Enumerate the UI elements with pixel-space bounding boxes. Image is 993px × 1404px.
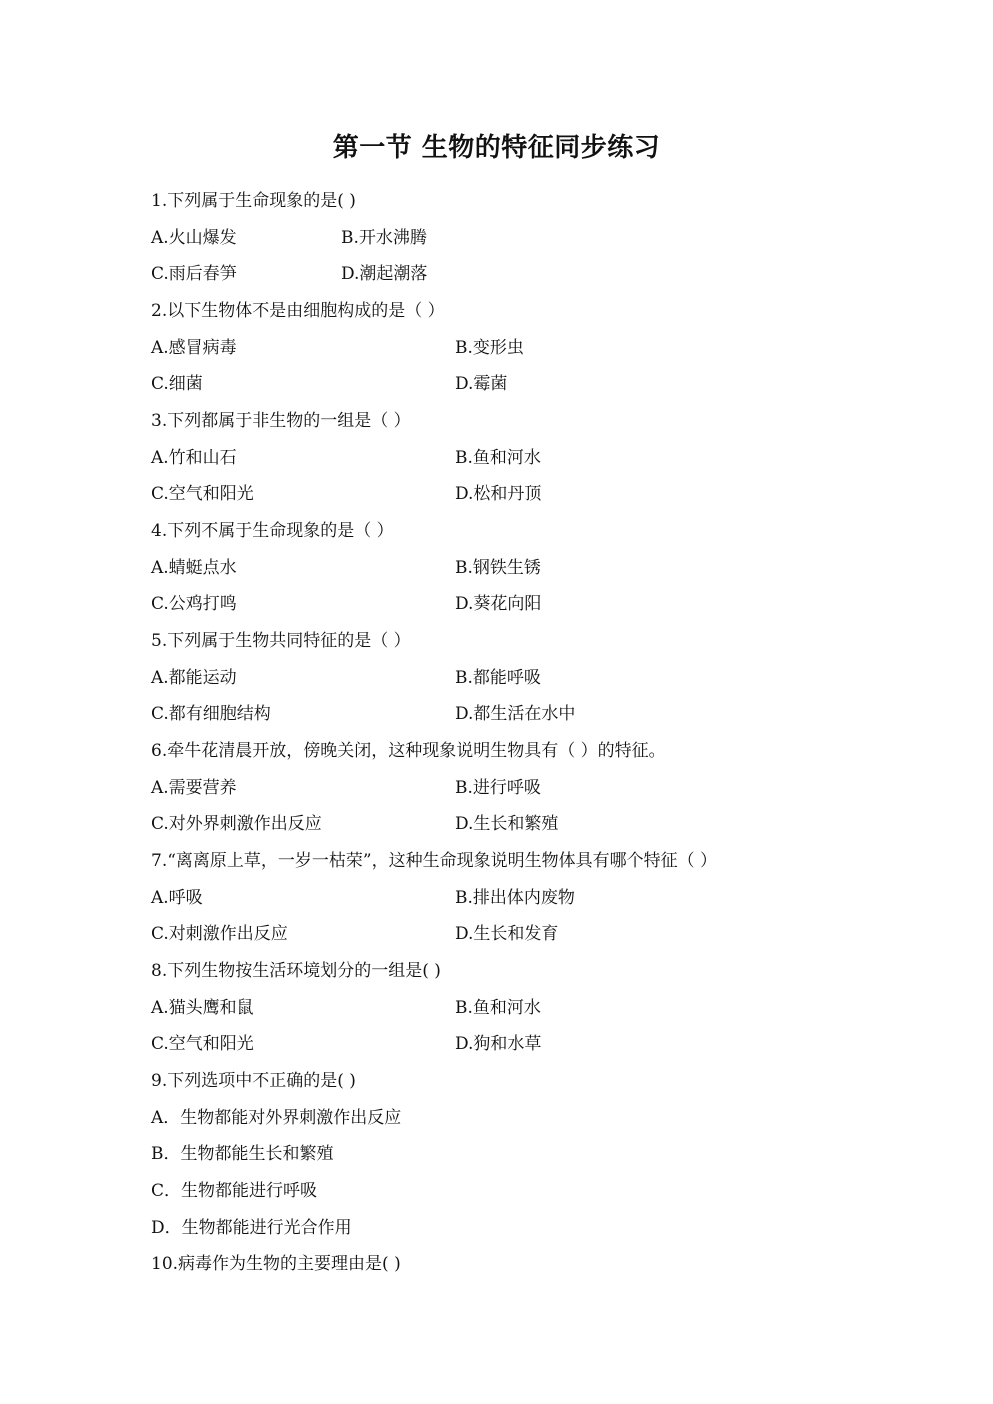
q2-option-c: C.细菌 — [151, 374, 203, 394]
q7-option-d: D.生长和发育 — [455, 924, 559, 944]
q2-option-b: B.变形虫 — [455, 338, 524, 358]
question-4: 4.下列不属于生命现象的是（ ） — [151, 521, 394, 541]
q1-option-c: C.雨后春笋 — [151, 264, 237, 284]
question-10: 10.病毒作为生物的主要理由是( ) — [151, 1254, 401, 1274]
q7-option-c: C.对刺激作出反应 — [151, 924, 288, 944]
q4-option-c: C.公鸡打鸣 — [151, 594, 237, 614]
q8-option-b: B.鱼和河水 — [455, 998, 541, 1018]
q6-option-b: B.进行呼吸 — [455, 778, 541, 798]
q8-option-d: D.狗和水草 — [455, 1034, 542, 1054]
q3-option-d: D.松和丹顶 — [455, 484, 542, 504]
q2-option-d: D.霉菌 — [455, 374, 508, 394]
q5-option-a: A.都能运动 — [151, 668, 237, 688]
question-1: 1.下列属于生命现象的是( ) — [151, 191, 356, 211]
q5-option-b: B.都能呼吸 — [455, 668, 541, 688]
q5-option-d: D.都生活在水中 — [455, 704, 576, 724]
question-2: 2.以下生物体不是由细胞构成的是（ ） — [151, 301, 445, 321]
q4-option-d: D.葵花向阳 — [455, 594, 542, 614]
q8-option-a: A.猫头鹰和鼠 — [151, 998, 254, 1018]
q1-option-a: A.火山爆发 — [151, 228, 237, 248]
q6-option-a: A.需要营养 — [151, 778, 237, 798]
question-5: 5.下列属于生物共同特征的是（ ） — [151, 631, 411, 651]
q5-option-c: C.都有细胞结构 — [151, 704, 271, 724]
page-title: 第一节 生物的特征同步练习 — [332, 133, 661, 163]
question-7: 7.“离离原上草，一岁一枯荣”，这种生命现象说明生物体具有哪个特征（ ） — [151, 851, 718, 871]
q9-option-c: C．生物都能进行呼吸 — [151, 1181, 318, 1201]
question-6: 6.牵牛花清晨开放，傍晚关闭，这种现象说明生物具有（ ）的特征。 — [151, 741, 666, 761]
question-3: 3.下列都属于非生物的一组是（ ） — [151, 411, 411, 431]
q7-option-b: B.排出体内废物 — [455, 888, 575, 908]
q3-option-b: B.鱼和河水 — [455, 448, 541, 468]
q9-option-a: A．生物都能对外界刺激作出反应 — [151, 1108, 402, 1128]
q1-option-b: B.开水沸腾 — [341, 228, 427, 248]
question-9: 9.下列选项中不正确的是( ) — [151, 1071, 356, 1091]
q4-option-b: B.钢铁生锈 — [455, 558, 541, 578]
q4-option-a: A.蜻蜓点水 — [151, 558, 237, 578]
q7-option-a: A.呼吸 — [151, 888, 203, 908]
q9-option-d: D．生物都能进行光合作用 — [151, 1218, 352, 1238]
q3-option-c: C.空气和阳光 — [151, 484, 254, 504]
q3-option-a: A.竹和山石 — [151, 448, 237, 468]
q9-option-b: B．生物都能生长和繁殖 — [151, 1144, 334, 1164]
q6-option-c: C.对外界刺激作出反应 — [151, 814, 322, 834]
q8-option-c: C.空气和阳光 — [151, 1034, 254, 1054]
q6-option-d: D.生长和繁殖 — [455, 814, 559, 834]
question-8: 8.下列生物按生活环境划分的一组是( ) — [151, 961, 441, 981]
q2-option-a: A.感冒病毒 — [151, 338, 237, 358]
q1-option-d: D.潮起潮落 — [341, 264, 428, 284]
